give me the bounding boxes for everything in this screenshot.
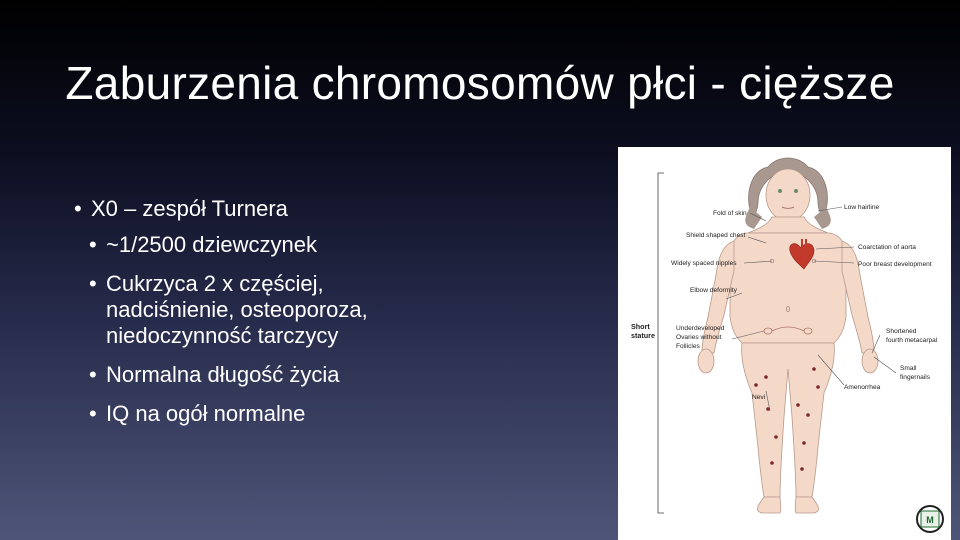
svg-text:M: M xyxy=(926,515,934,525)
bullet-list xyxy=(74,196,594,440)
right-hand xyxy=(862,349,878,373)
label-fold-of-skin: Fold of skin xyxy=(713,210,747,217)
left-hand xyxy=(698,349,714,373)
bullet-comorbidities: • Cukrzyca 2 x częściej, nadciśnienie, osteoporoza, niedoczynność tarczycy xyxy=(89,271,406,349)
label-poor-breast: Poor breast development xyxy=(858,261,932,268)
bullet-iq: • IQ na ogół normalne xyxy=(89,401,594,427)
label-ovaries-2: Ovaries without xyxy=(676,334,722,341)
label-metacarpal-2: fourth metacarpal xyxy=(886,337,938,344)
label-nevi: Nevi xyxy=(752,394,766,401)
label-metacarpal-1: Shortened xyxy=(886,328,917,335)
label-short-stature-1: Short xyxy=(631,322,650,331)
head xyxy=(766,169,810,221)
label-widely-spaced-nipples: Widely spaced nipples xyxy=(671,260,737,267)
label-shield-chest: Shield shaped chest xyxy=(686,232,746,239)
stature-bracket xyxy=(658,173,664,513)
left-foot xyxy=(758,497,781,513)
label-low-hairline: Low hairline xyxy=(844,204,880,211)
label-ovaries-3: Follicles xyxy=(676,343,700,350)
bullet-lifespan: • Normalna długość życia xyxy=(89,362,594,388)
body-diagram xyxy=(618,147,951,540)
torso xyxy=(730,233,846,343)
label-amenorrhea: Amenorrhea xyxy=(844,384,881,391)
right-arm xyxy=(842,241,874,353)
label-coarctation: Coarctation of aorta xyxy=(858,244,916,251)
label-elbow: Elbow deformity xyxy=(690,287,737,294)
label-fingernails-1: Small xyxy=(900,365,917,372)
bullet-turner: • X0 – zespół Turnera xyxy=(74,196,594,222)
label-short-stature-2: stature xyxy=(631,331,655,340)
label-ovaries-1: Underdeveloped xyxy=(676,325,725,332)
right-foot xyxy=(795,497,818,513)
turner-syndrome-illustration xyxy=(618,147,951,540)
medical-school-logo xyxy=(917,506,943,532)
bullet-incidence: • ~1/2500 dziewczynek xyxy=(89,232,594,258)
slide-title: Zaburzenia chromosomów płci - cięższe xyxy=(65,56,895,109)
label-fingernails-2: fingernails xyxy=(900,374,931,381)
legs xyxy=(742,343,835,497)
